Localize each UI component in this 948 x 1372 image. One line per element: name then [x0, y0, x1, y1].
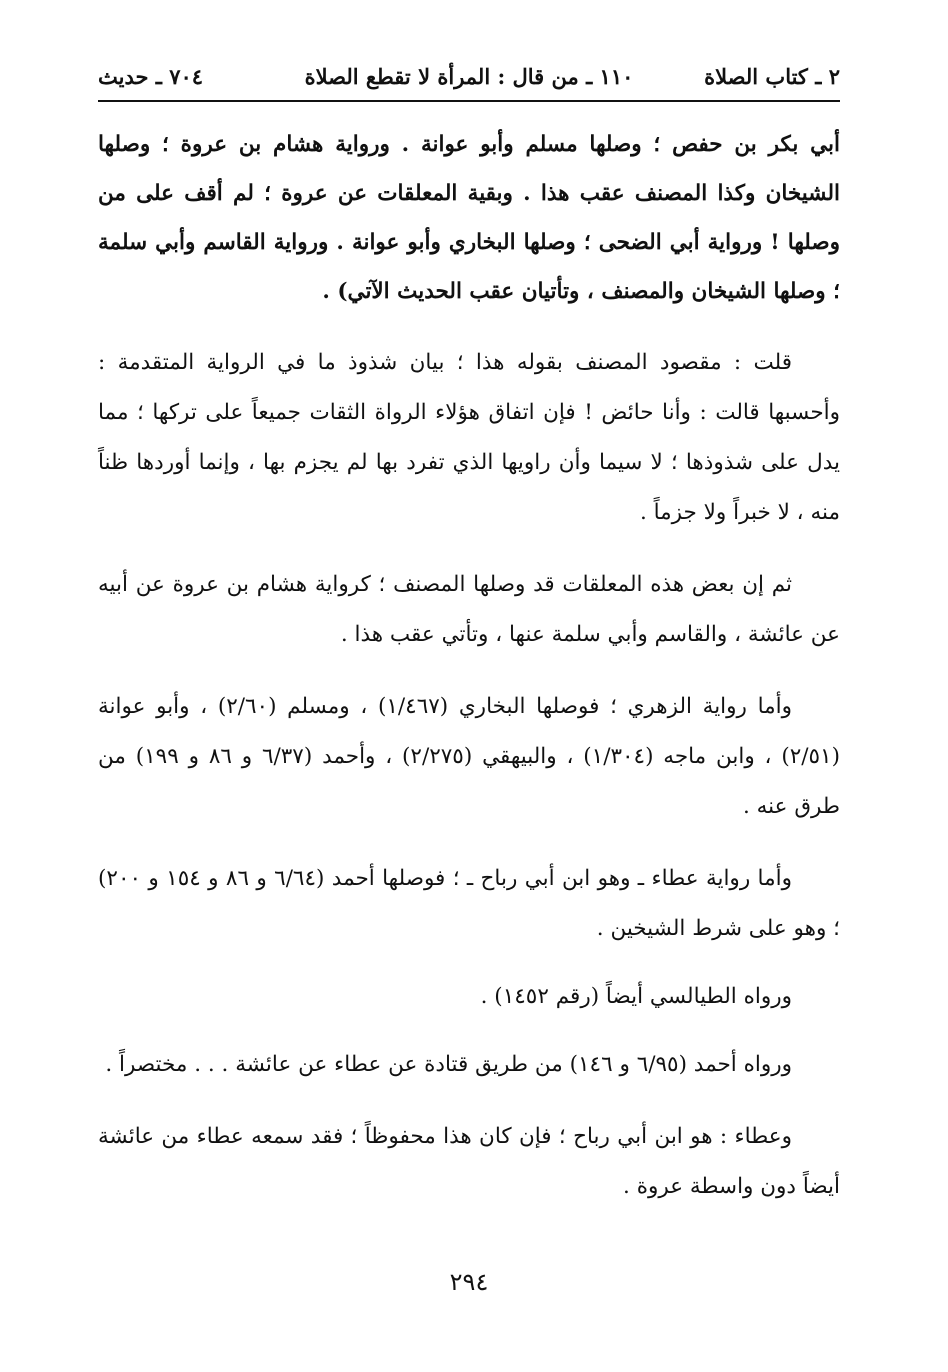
header-rule	[98, 100, 840, 102]
page-number: ٢٩٤	[449, 1268, 489, 1296]
paragraph: وأما رواية عطاء ـ وهو ابن أبي رباح ـ ؛ فوصلها أحمد (٦/٦٤ و ٨٦ و ١٥٤ و ٢٠٠) ؛ وهو على شرط الشيخين .	[98, 866, 840, 941]
paragraph: ورواه أحمد (٦/٩٥ و ١٤٦) من طريق قتادة عن عطاء عن عائشة . . . مختصراً .	[105, 1052, 792, 1077]
paragraph-note: قلت : مقصود المصنف بقوله هذا ؛ بيان شذوذ ما في الرواية المتقدمة : وأحسبها قالت : وأنا حائض ! فإن اتفاق هؤلاء الرواة الثقات جميعاً على تركها ؛ مما يدل على شذوذها ؛ لا سيما وأن راويها الذي تفرد بها لم يجزم بها ، وإنما أوردها ظناً منه ، لا خبراً ولا جزماً .	[98, 350, 840, 525]
paragraph: وأما رواية الزهري ؛ فوصلها البخاري (١/٤٦٧) ، ومسلم (٢/٦٠) ، وأبو عوانة (٢/٥١) ، وابن ماجه (١/٣٠٤) ، والبيهقي (٢/٢٧٥) ، وأحمد (٦/٣٧ و ٨٦ و ١٩٩) من طرق عنه .	[98, 694, 840, 819]
book-page	[98, 0, 840, 1372]
header-chapter: ٢ ـ كتاب الصلاة	[704, 63, 840, 89]
paragraph-bold-continuation: أبي بكر بن حفص ؛ وصلها مسلم وأبو عوانة . ورواية هشام بن عروة ؛ وصلها الشيخان وكذا المصنف عقب هذا . وبقية المعلقات عن عروة ؛ لم أقف على من وصلها ! ورواية أبي الضحى ؛ وصلها البخاري وأبو عوانة . ورواية القاسم وأبي سلمة ؛ وصلها الشيخان والمصنف ، وتأتيان عقب الحديث الآتي) .	[98, 132, 840, 304]
paragraph: ثم إن بعض هذه المعلقات قد وصلها المصنف ؛ كرواية هشام بن عروة عن أبيه عن عائشة ، والقاسم وأبي سلمة عنها ، وتأتي عقب هذا .	[98, 572, 840, 647]
page-body	[98, 120, 840, 1230]
running-header	[98, 58, 840, 94]
paragraph: ورواه الطيالسي أيضاً (رقم ١٤٥٢) .	[480, 984, 792, 1009]
header-hadith-number: ٧٠٤ ـ حديث	[98, 63, 204, 89]
paragraph: وعطاء : هو ابن أبي رباح ؛ فإن كان هذا محفوظاً ؛ فقد سمعه عطاء من عائشة أيضاً دون واسطة عروة .	[98, 1124, 840, 1199]
header-section: ١١٠ ـ من قال : المرأة لا تقطع الصلاة	[304, 64, 634, 89]
